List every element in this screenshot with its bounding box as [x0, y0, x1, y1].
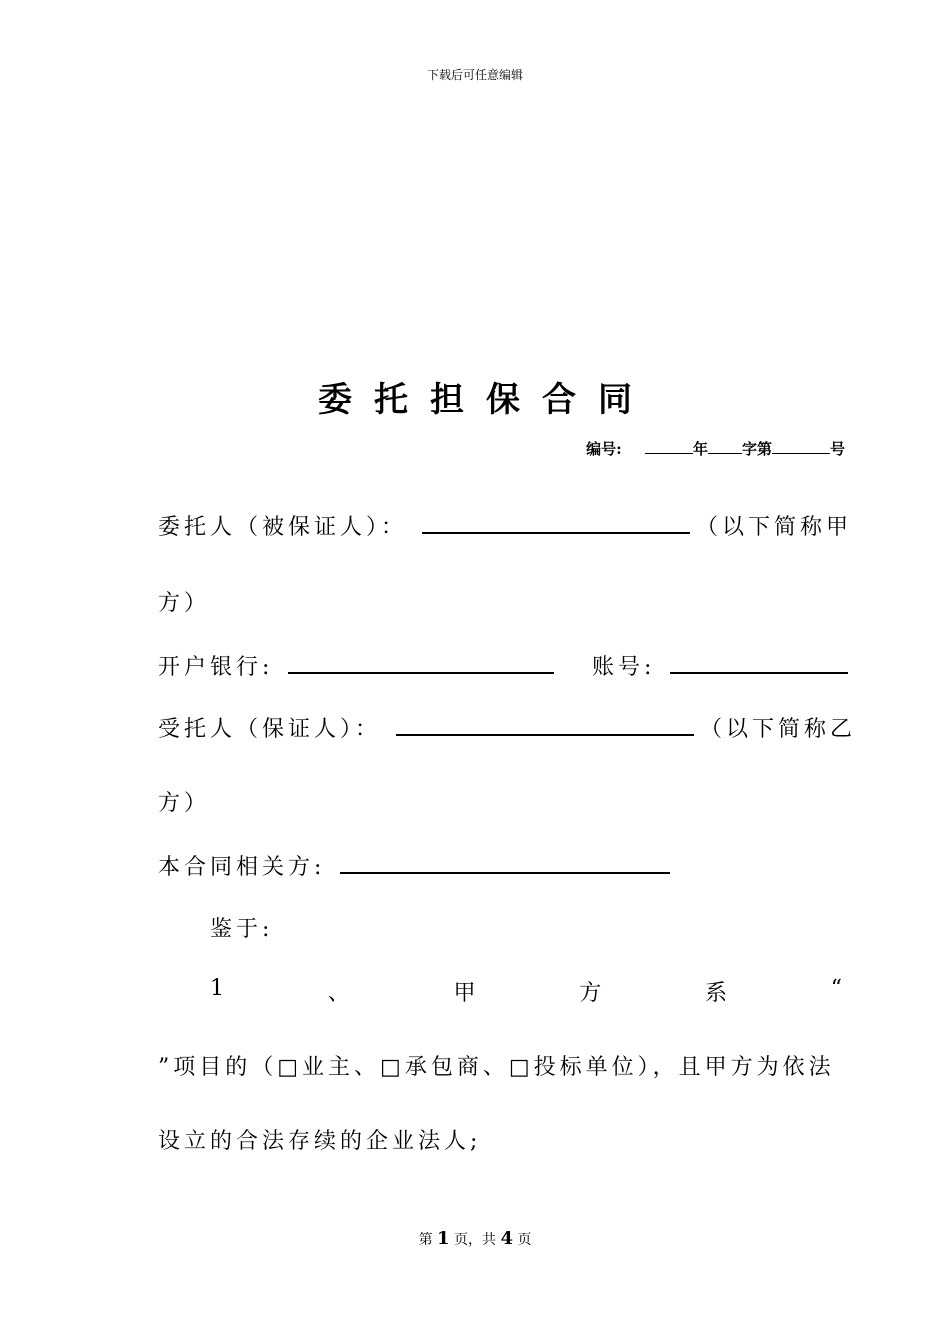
principal-label: 委托人（被保证人）： [158, 515, 408, 540]
principal-row [158, 510, 852, 541]
footer-suffix: 页 [517, 1232, 532, 1248]
principal-blank[interactable] [422, 514, 690, 534]
number-label: 编号: [586, 440, 622, 458]
number-blank-seq[interactable] [772, 439, 830, 454]
account-row [592, 650, 848, 681]
account-blank[interactable] [670, 654, 848, 674]
trustee-suffix-cont: 方） [158, 791, 211, 816]
account-label: 账号: [592, 655, 656, 680]
page-footer [0, 1228, 950, 1249]
principal-suffix: （以下简称甲 [696, 515, 853, 540]
bank-row [158, 650, 554, 681]
footer-prefix: 第 [418, 1232, 433, 1248]
number-blank-zi[interactable] [708, 439, 742, 454]
footer-total-pages: 4 [500, 1228, 513, 1249]
recital-item-1-line-3: 设立的合法存续的企业法人; [158, 1129, 482, 1154]
trustee-suffix: （以下简称乙 [700, 717, 857, 742]
recital-item-1-line-2: ”项目的（□业主、□承包商、□投标单位），且甲方为依法 [158, 1055, 835, 1080]
document-title: 委托担保合同 [318, 380, 654, 420]
bank-blank[interactable] [288, 654, 554, 674]
number-year-text: 年 [692, 440, 708, 458]
recital-token: 、 [327, 981, 354, 1006]
number-blank-year[interactable] [645, 439, 693, 454]
footer-page-number: 1 [437, 1228, 450, 1249]
recital-token: 甲 [453, 981, 480, 1006]
footer-middle: 页，共 [454, 1232, 496, 1248]
header-note: 下载后可任意编辑 [426, 68, 523, 82]
number-hao-text: 号 [829, 440, 845, 458]
trustee-row [158, 712, 856, 743]
recital-token: 方 [579, 981, 606, 1006]
recital-item-1-line-1 [210, 976, 846, 1007]
recital-token: 系 [704, 981, 731, 1006]
number-zidi-text: 字第 [741, 440, 772, 458]
principal-suffix-cont: 方） [158, 591, 211, 616]
recital-token: “ [830, 976, 846, 1001]
related-party-row [158, 850, 670, 881]
recital-token: 1 [210, 976, 228, 1001]
recitals-intro: 鉴于: [210, 917, 274, 942]
trustee-blank[interactable] [396, 716, 694, 736]
trustee-label: 受托人（保证人）： [158, 717, 382, 742]
related-party-blank[interactable] [340, 854, 670, 874]
bank-label: 开户银行: [158, 655, 274, 680]
document-number-line [586, 438, 845, 459]
related-party-label: 本合同相关方: [158, 855, 326, 880]
